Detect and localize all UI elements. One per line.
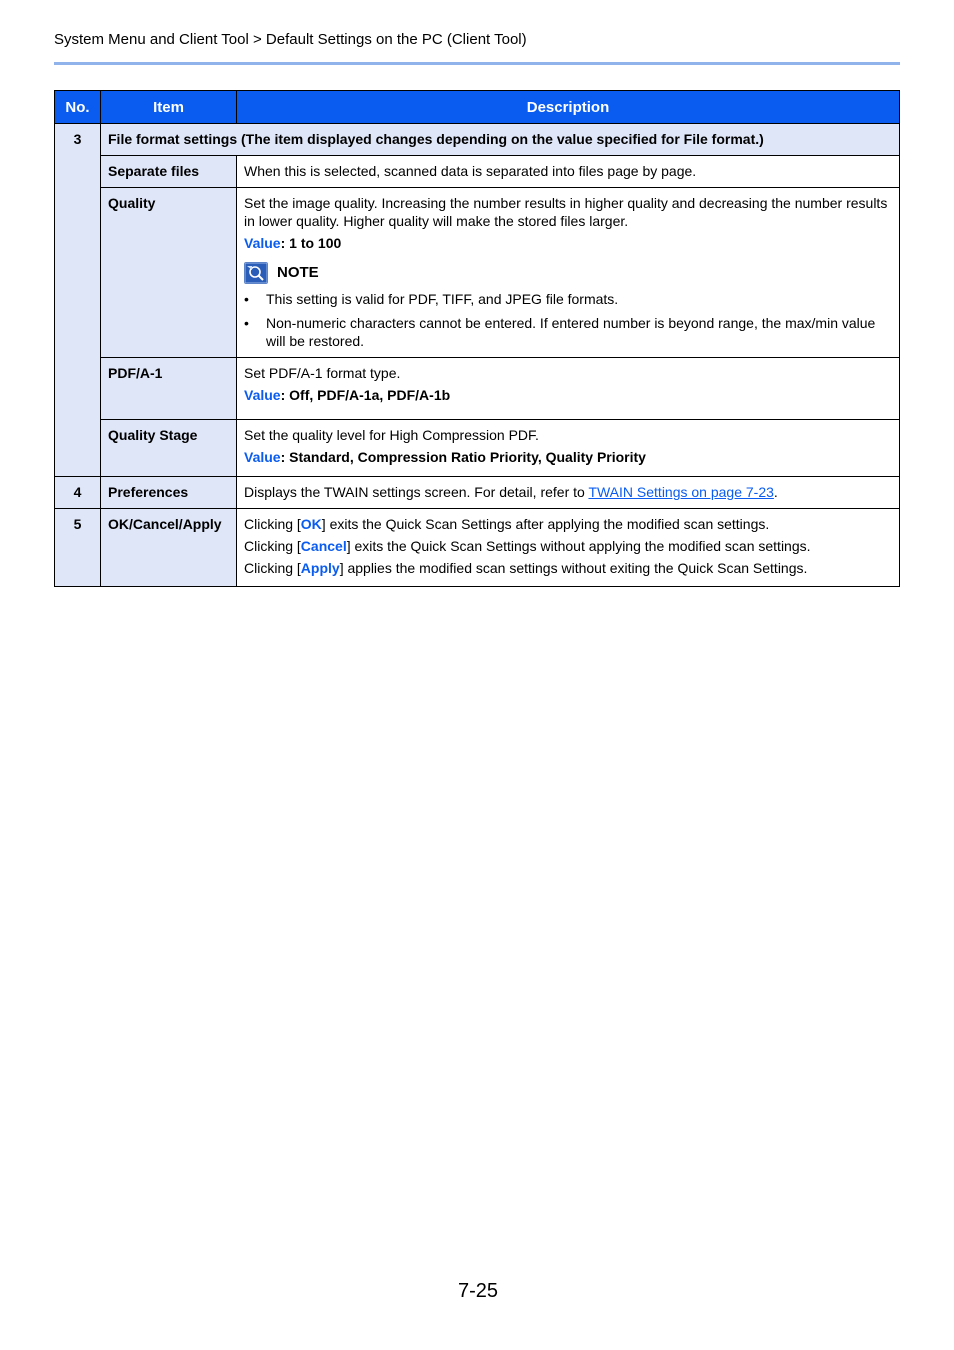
item-quality: Quality bbox=[101, 188, 237, 358]
ok-label: OK bbox=[300, 516, 322, 532]
value-text: : Standard, Compression Ratio Priority, Quality Priority bbox=[280, 449, 646, 465]
note-title: NOTE bbox=[277, 264, 319, 281]
item-pdfa1: PDF/A-1 bbox=[101, 358, 237, 420]
ok-line: Clicking [OK] exits the Quick Scan Settings after applying the modified scan settings. bbox=[244, 516, 770, 532]
table-row bbox=[55, 477, 900, 509]
table-row bbox=[55, 188, 900, 358]
table-row bbox=[55, 420, 900, 477]
description-preferences: Displays the TWAIN settings screen. For detail, refer to TWAIN Settings on page 7-23. bbox=[237, 477, 900, 509]
note-bullet: • Non-numeric characters cannot be entered. If entered number is beyond range, the max/min value will be restored. bbox=[244, 314, 892, 350]
note-bullet: • This setting is valid for PDF, TIFF, and JPEG file formats. bbox=[244, 291, 619, 307]
value-text: : Off, PDF/A-1a, PDF/A-1b bbox=[280, 387, 451, 403]
preferences-text: Displays the TWAIN settings screen. For detail, refer to bbox=[244, 484, 589, 500]
note-bullet-text: Non-numeric characters cannot be entered. If entered number is beyond range, the max/min value will be restored. bbox=[266, 315, 876, 349]
column-header-description: Description bbox=[237, 91, 900, 124]
note-heading bbox=[244, 262, 892, 284]
cancel-label: Cancel bbox=[300, 538, 347, 554]
note-icon bbox=[244, 262, 268, 284]
breadcrumb: System Menu and Client Tool > Default Settings on the PC (Client Tool) bbox=[54, 31, 527, 48]
settings-table bbox=[54, 90, 900, 587]
table-row bbox=[55, 124, 900, 156]
row-number: 3 bbox=[55, 124, 101, 477]
value-label: Value bbox=[244, 235, 281, 251]
stage-description-text: Set the quality level for High Compression PDF. bbox=[244, 427, 539, 443]
quality-value bbox=[244, 234, 892, 252]
cancel-line: Clicking [Cancel] exits the Quick Scan Settings without applying the modified scan settings. bbox=[244, 538, 811, 554]
apply-label: Apply bbox=[300, 560, 340, 576]
row-number: 4 bbox=[55, 477, 101, 509]
table-header-row bbox=[55, 91, 900, 124]
item-preferences: Preferences bbox=[101, 477, 237, 509]
value-text: : 1 to 100 bbox=[280, 235, 342, 251]
description-pdfa1 bbox=[237, 358, 900, 420]
twain-settings-link[interactable]: TWAIN Settings on page 7-23 bbox=[588, 484, 774, 500]
table-row bbox=[55, 156, 900, 188]
pdfa-value bbox=[244, 386, 892, 404]
item-quality-stage: Quality Stage bbox=[101, 420, 237, 477]
description-quality bbox=[237, 188, 900, 358]
item-ok-cancel-apply: OK/Cancel/Apply bbox=[101, 509, 237, 587]
description-ok-cancel-apply bbox=[237, 509, 900, 587]
group-title: File format settings (The item displayed changes depending on the value specified for File format.) bbox=[101, 124, 900, 156]
value-label: Value bbox=[244, 449, 281, 465]
pdfa-description-text: Set PDF/A-1 format type. bbox=[244, 365, 401, 381]
page-number: 7-25 bbox=[458, 1280, 499, 1302]
table-row bbox=[55, 358, 900, 420]
item-separate-files: Separate files bbox=[101, 156, 237, 188]
apply-line: Clicking [Apply] applies the modified scan settings without exiting the Quick Scan Settings. bbox=[244, 560, 808, 576]
table-row bbox=[55, 509, 900, 587]
description-quality-stage bbox=[237, 420, 900, 477]
description-separate-files: When this is selected, scanned data is separated into files page by page. bbox=[237, 156, 900, 188]
quality-description-text: Set the image quality. Increasing the number results in higher quality and decreasing the number results in lower quality. Higher quality will make the stored files larger. bbox=[244, 195, 888, 229]
row-number: 5 bbox=[55, 509, 101, 587]
column-header-no: No. bbox=[55, 91, 101, 124]
value-label: Value bbox=[244, 387, 281, 403]
note-bullet-text: This setting is valid for PDF, TIFF, and JPEG file formats. bbox=[266, 291, 619, 307]
column-header-item: Item bbox=[101, 91, 237, 124]
stage-value bbox=[244, 448, 892, 466]
header-divider bbox=[54, 62, 900, 65]
